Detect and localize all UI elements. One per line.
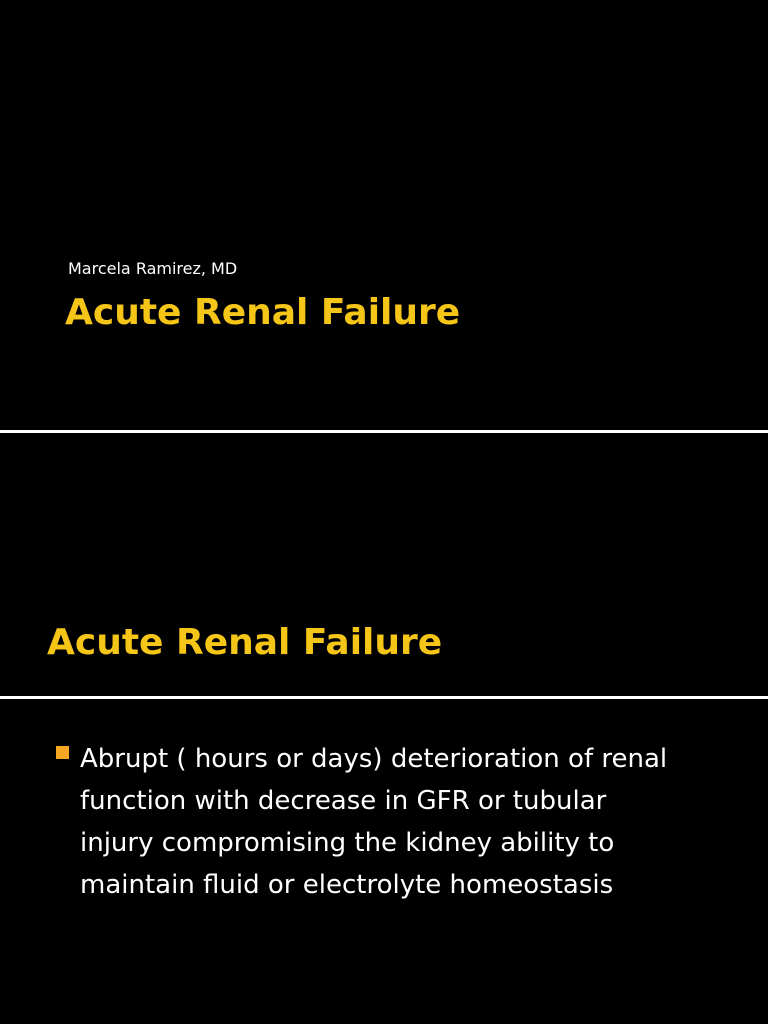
bullet-list [56,738,736,906]
author-name: Marcela Ramirez, MD [68,259,238,278]
content-slide [0,434,768,1024]
slide-divider [0,430,768,433]
title-underline [0,696,768,699]
title-slide [0,0,768,430]
bullet-item [56,738,736,906]
bullet-text: Abrupt ( hours or days) deterioration of renal function with decrease in GFR or tubular injury compromising the kidney ability to maintain fluid or electrolyte homeostasis [80,744,668,900]
square-bullet-icon [56,746,69,759]
slide-title: Acute Renal Failure [47,622,443,663]
slide-title: Acute Renal Failure [65,292,461,333]
